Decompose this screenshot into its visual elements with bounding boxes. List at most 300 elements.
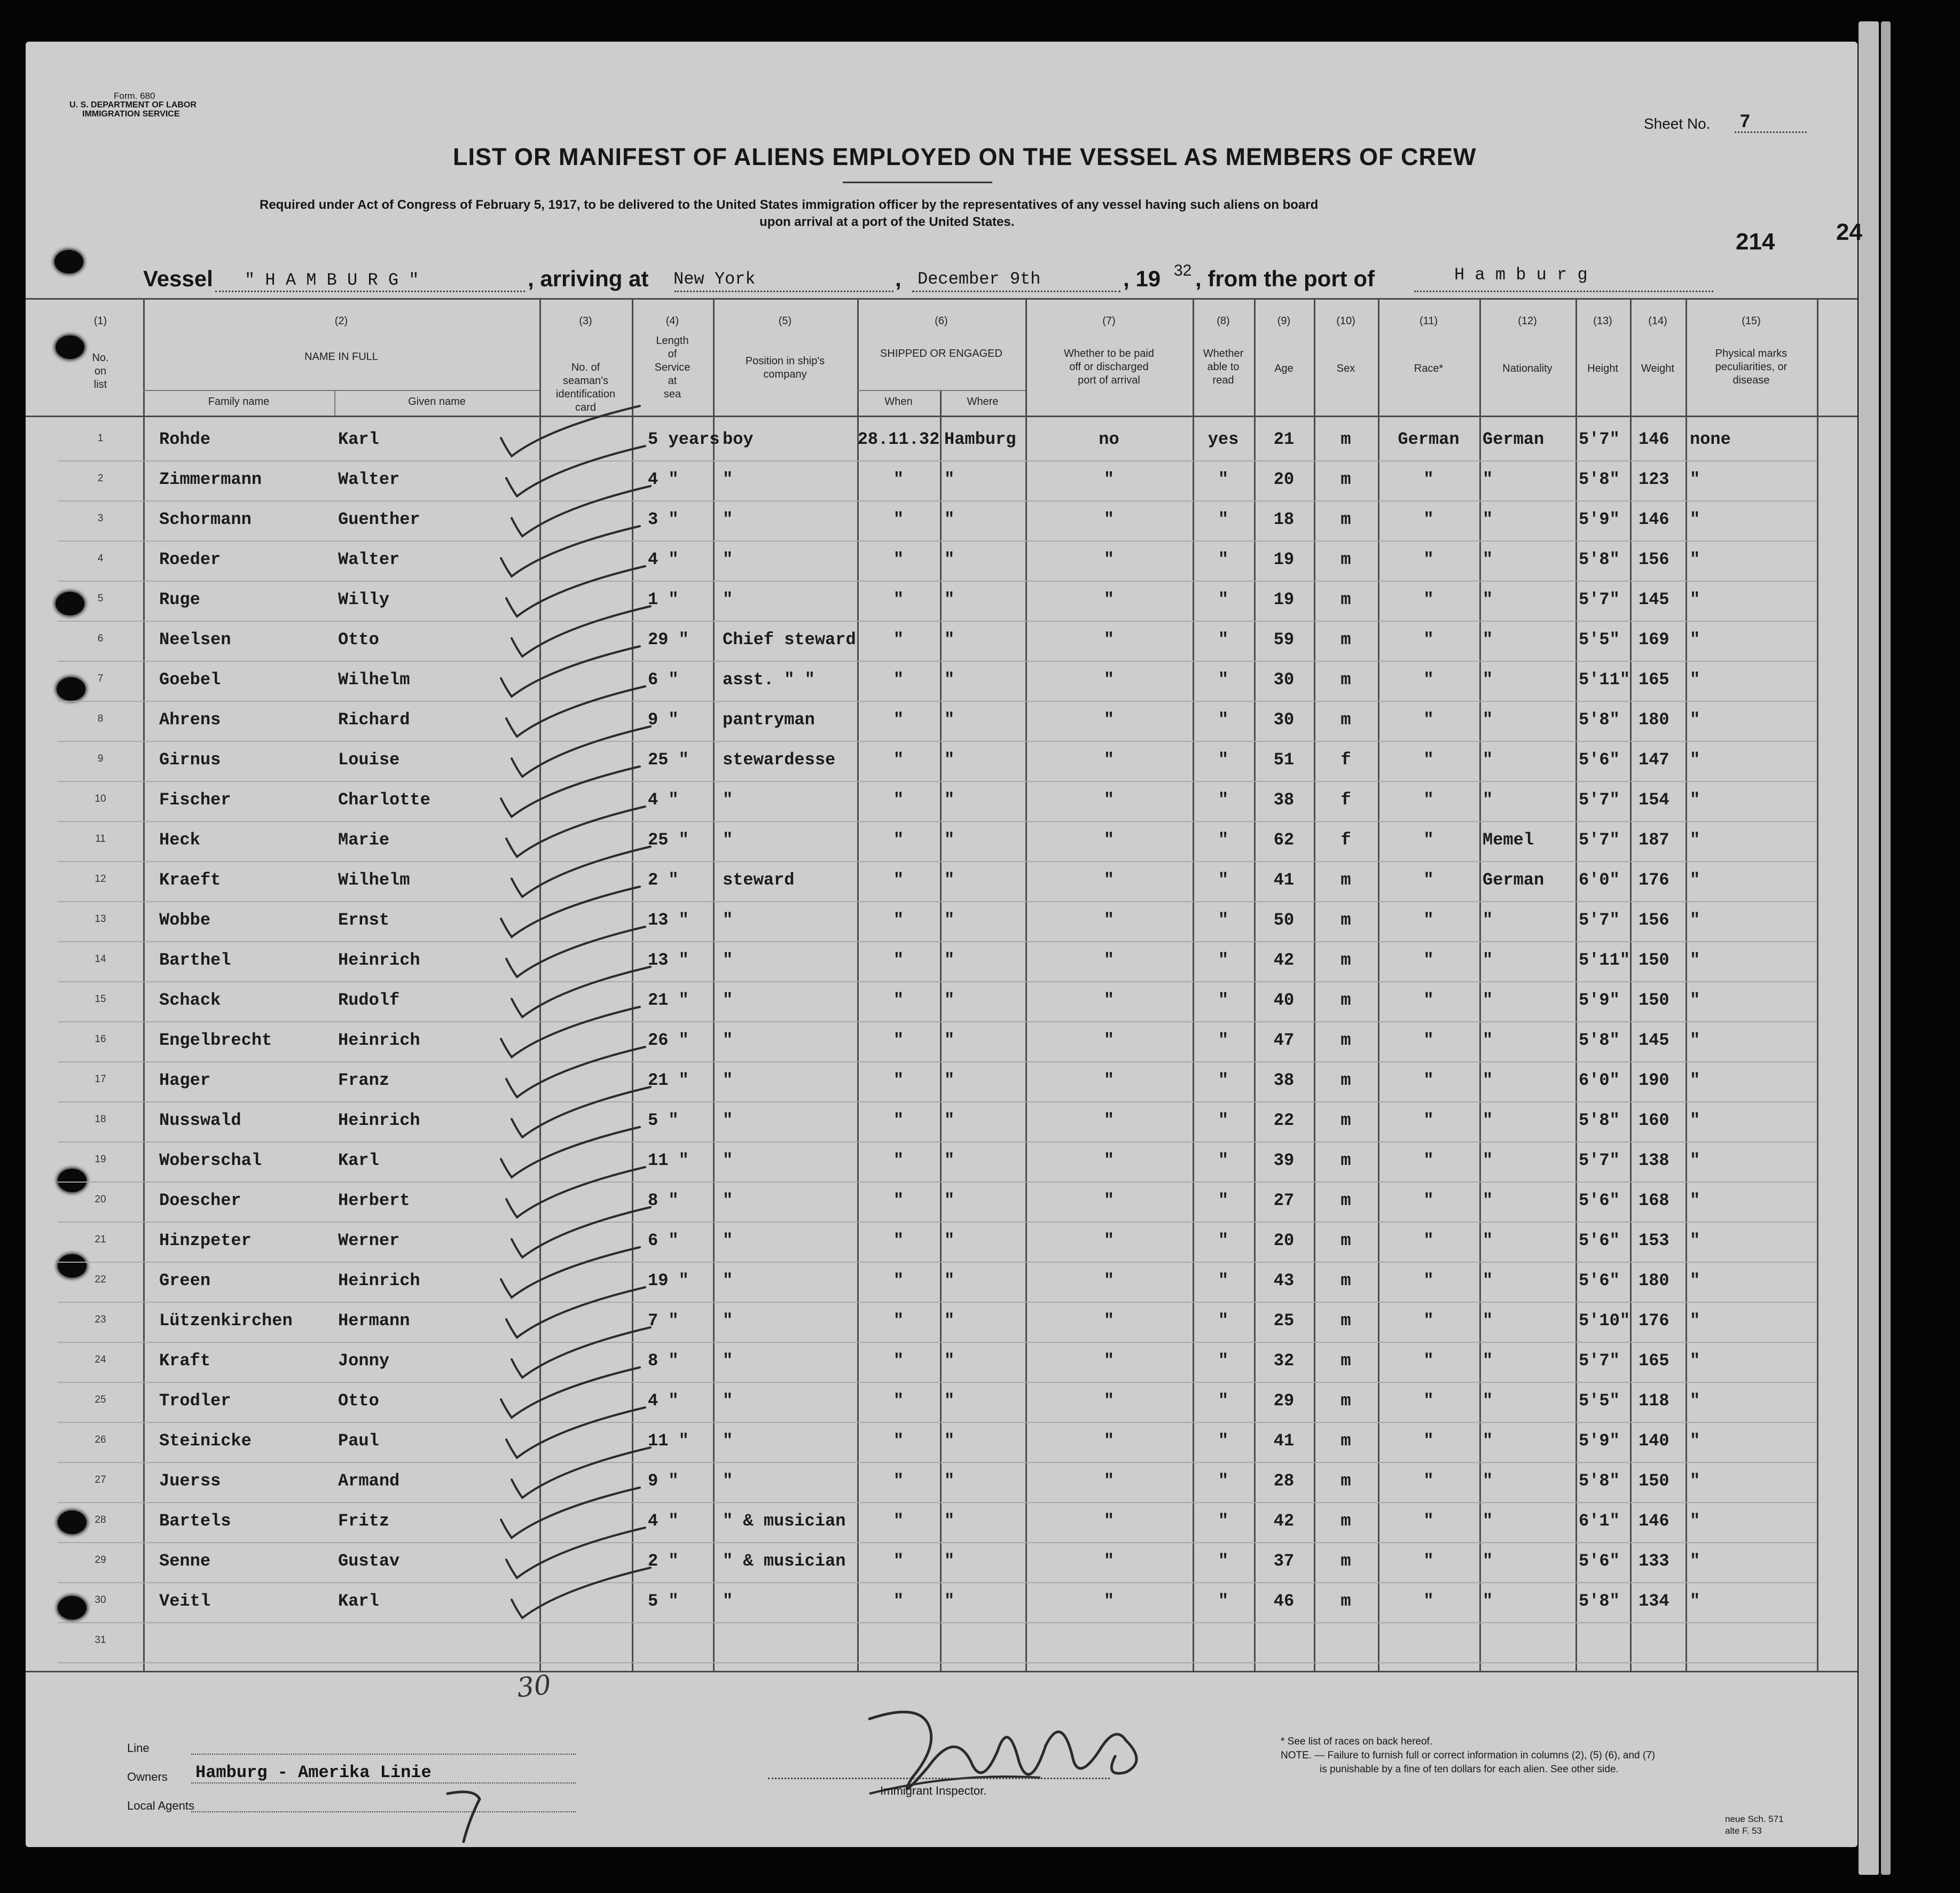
shipped-when-cell: "	[893, 910, 904, 930]
weight-cell: 154	[1638, 790, 1669, 810]
given-name-cell: Heinrich	[338, 1110, 420, 1130]
family-name-cell: Juerss	[159, 1471, 221, 1491]
shipped-when-cell: "	[893, 510, 904, 529]
checkmark-stroke	[506, 927, 645, 977]
weight-cell: 176	[1638, 1311, 1669, 1331]
given-name-cell: Heinrich	[338, 1030, 420, 1050]
given-name-cell: Wilhelm	[338, 870, 410, 890]
checkmark-stroke	[506, 1287, 645, 1337]
given-name-cell: Louise	[338, 750, 400, 770]
row-number: 27	[95, 1474, 106, 1485]
position-cell: "	[723, 950, 733, 970]
position-cell: "	[723, 1431, 733, 1451]
shipped-where-cell: "	[944, 1551, 955, 1571]
race-cell: "	[1423, 470, 1434, 489]
col-head-shipped: SHIPPED OR ENGAGED	[880, 348, 1002, 359]
sheet-label: Sheet No.	[1644, 115, 1711, 132]
position-cell: "	[723, 1311, 733, 1331]
able-to-read-cell: "	[1218, 1231, 1229, 1250]
service-length-cell: 8 "	[648, 1191, 679, 1210]
race-cell: "	[1423, 510, 1434, 529]
given-name-cell: Karl	[338, 429, 379, 449]
nationality-cell: "	[1483, 1431, 1493, 1451]
race-cell: "	[1423, 630, 1434, 650]
service-length-cell: 2 "	[648, 870, 679, 890]
paid-off-cell: "	[1103, 1311, 1115, 1331]
row-number: 5	[97, 593, 104, 604]
age-cell: 25	[1273, 1311, 1295, 1331]
able-to-read-cell: "	[1218, 1551, 1229, 1571]
physical-marks-cell: "	[1690, 1271, 1700, 1290]
height-cell: 5'7"	[1579, 429, 1620, 449]
height-cell: 5'7"	[1579, 1351, 1620, 1371]
nationality-cell: "	[1483, 1311, 1493, 1331]
height-cell: 5'5"	[1579, 1391, 1620, 1411]
physical-marks-cell: "	[1690, 1431, 1700, 1451]
shipped-when-cell: "	[893, 1110, 904, 1130]
owners-field	[191, 1782, 576, 1784]
col-head-position: Position in ship's company	[745, 355, 825, 380]
given-name-cell: Hermann	[338, 1311, 410, 1331]
col-num-5: (5)	[778, 315, 792, 327]
physical-marks-cell: "	[1690, 1311, 1700, 1331]
family-name-cell: Hinzpeter	[159, 1231, 252, 1250]
shipped-when-cell: "	[893, 870, 904, 890]
sex-cell: f	[1340, 790, 1351, 810]
page-title: LIST OR MANIFEST OF ALIENS EMPLOYED ON THE VESSEL AS MEMBERS OF CREW	[453, 143, 1477, 170]
row-number: 1	[97, 433, 104, 444]
given-name-cell: Jonny	[338, 1351, 390, 1371]
race-cell: "	[1423, 1351, 1434, 1371]
subtitle-line-2: upon arrival at a port of the United States.	[759, 215, 1015, 229]
age-cell: 28	[1273, 1471, 1295, 1491]
physical-marks-cell: "	[1690, 790, 1700, 810]
shipped-when-cell: "	[893, 470, 904, 489]
family-name-cell: Zimmermann	[159, 470, 262, 489]
height-cell: 6'1"	[1579, 1511, 1620, 1531]
paid-off-cell: "	[1103, 590, 1115, 609]
physical-marks-cell: "	[1690, 950, 1700, 970]
service-length-cell: 4 "	[648, 1391, 679, 1411]
given-name-cell: Charlotte	[338, 790, 430, 810]
given-name-cell: Richard	[338, 710, 410, 730]
weight-cell: 168	[1638, 1191, 1669, 1210]
family-name-cell: Heck	[159, 830, 200, 850]
age-cell: 30	[1273, 670, 1295, 690]
family-name-cell: Trodler	[159, 1391, 231, 1411]
weight-cell: 169	[1638, 630, 1669, 650]
col-head-age: Age	[1274, 363, 1293, 374]
age-cell: 19	[1273, 550, 1295, 569]
service-length-cell: 21 "	[648, 1070, 689, 1090]
weight-cell: 123	[1638, 470, 1669, 489]
shipped-when-cell: "	[893, 1271, 904, 1290]
service-length-cell: 4 "	[648, 550, 679, 569]
age-cell: 30	[1273, 710, 1295, 730]
nationality-cell: "	[1483, 750, 1493, 770]
service-length-cell: 4 "	[648, 1511, 679, 1531]
family-name-cell: Doescher	[159, 1191, 241, 1210]
weight-cell: 134	[1638, 1591, 1669, 1611]
weight-cell: 146	[1638, 429, 1669, 449]
local-agents-field	[191, 1811, 576, 1812]
shipped-where-cell: "	[944, 750, 955, 770]
page-edge-strip-outer	[1881, 21, 1891, 1875]
service-length-cell: 7 "	[648, 1311, 679, 1331]
family-name-cell: Hager	[159, 1070, 211, 1090]
position-cell: "	[723, 1151, 733, 1170]
family-name-cell: Senne	[159, 1551, 211, 1571]
sex-cell: m	[1340, 1191, 1351, 1210]
position-cell: "	[723, 1231, 733, 1250]
race-cell: "	[1423, 1070, 1434, 1090]
race-cell: German	[1398, 429, 1460, 449]
nationality-cell: "	[1483, 1551, 1493, 1571]
paid-off-cell: "	[1103, 710, 1115, 730]
family-name-cell: Rohde	[159, 429, 211, 449]
age-cell: 20	[1273, 470, 1295, 489]
row-number: 28	[95, 1514, 106, 1526]
service-length-cell: 3 "	[648, 510, 679, 529]
physical-marks-cell: "	[1690, 590, 1700, 609]
stamp-number: 214	[1736, 229, 1775, 255]
form-department: U. S. DEPARTMENT OF LABOR	[69, 100, 197, 109]
weight-cell: 146	[1638, 1511, 1669, 1531]
height-cell: 6'0"	[1579, 870, 1620, 890]
able-to-read-cell: yes	[1208, 429, 1239, 449]
given-name-cell: Herbert	[338, 1191, 410, 1210]
sex-cell: m	[1340, 1471, 1351, 1491]
given-name-cell: Otto	[338, 630, 379, 650]
checkmark-stroke	[506, 1528, 645, 1578]
family-name-cell: Woberschal	[159, 1151, 262, 1170]
height-cell: 5'8"	[1579, 710, 1620, 730]
paid-off-cell: "	[1103, 790, 1115, 810]
able-to-read-cell: "	[1218, 1311, 1229, 1331]
shipped-where-cell: "	[944, 1191, 955, 1210]
nationality-cell: "	[1483, 990, 1493, 1010]
arrival-port: New York	[673, 269, 756, 289]
paid-off-cell: "	[1103, 1591, 1115, 1611]
given-name-cell: Otto	[338, 1391, 379, 1411]
inspector-label: Immigrant Inspector.	[880, 1784, 987, 1797]
nationality-cell: "	[1483, 1030, 1493, 1050]
row-number: 25	[95, 1394, 106, 1405]
given-name-cell: Willy	[338, 590, 390, 609]
given-name-cell: Wilhelm	[338, 670, 410, 690]
physical-marks-cell: "	[1690, 910, 1700, 930]
nationality-cell: "	[1483, 470, 1493, 489]
family-name-cell: Schack	[159, 990, 221, 1010]
race-cell: "	[1423, 1311, 1434, 1331]
shipped-where-cell: "	[944, 950, 955, 970]
col-head-nationality: Nationality	[1502, 363, 1553, 374]
corner-ref-2: alte F. 53	[1725, 1826, 1762, 1836]
weight-cell: 140	[1638, 1431, 1669, 1451]
nationality-cell: "	[1483, 1231, 1493, 1250]
race-cell: "	[1423, 830, 1434, 850]
nationality-cell: "	[1483, 710, 1493, 730]
physical-marks-cell: "	[1690, 510, 1700, 529]
weight-cell: 156	[1638, 550, 1669, 569]
given-name-cell: Heinrich	[338, 950, 420, 970]
checkmark-stroke	[506, 1047, 645, 1097]
able-to-read-cell: "	[1218, 990, 1229, 1010]
able-to-read-cell: "	[1218, 1351, 1229, 1371]
age-cell: 29	[1273, 1391, 1295, 1411]
family-name-cell: Veitl	[159, 1591, 211, 1611]
position-cell: "	[723, 1191, 733, 1210]
nationality-cell: German	[1483, 870, 1545, 890]
nationality-cell: "	[1483, 1191, 1493, 1210]
given-name-cell: Guenther	[338, 510, 420, 529]
height-cell: 5'8"	[1579, 1471, 1620, 1491]
paid-off-cell: "	[1103, 1391, 1115, 1411]
nationality-cell: "	[1483, 1591, 1493, 1611]
shipped-when-cell: "	[893, 1551, 904, 1571]
age-cell: 50	[1273, 910, 1295, 930]
weight-cell: 118	[1638, 1391, 1669, 1411]
able-to-read-cell: "	[1218, 750, 1229, 770]
service-length-cell: 5 years	[648, 429, 720, 449]
family-name-cell: Engelbrecht	[159, 1030, 272, 1050]
row-number: 8	[97, 713, 104, 724]
nationality-cell: "	[1483, 950, 1493, 970]
col-num-4: (4)	[665, 315, 679, 327]
race-cell: "	[1423, 1191, 1434, 1210]
form-service: IMMIGRATION SERVICE	[82, 109, 180, 119]
position-cell: steward	[723, 870, 795, 890]
service-length-cell: 19 "	[648, 1271, 689, 1290]
age-cell: 22	[1273, 1110, 1295, 1130]
inspector-checkmarks	[26, 42, 1857, 1847]
shipped-where-cell: "	[944, 1351, 955, 1371]
col-head-family-name: Family name	[208, 396, 270, 408]
sex-cell: m	[1340, 1231, 1351, 1250]
col-num-7: (7)	[1102, 315, 1116, 327]
given-name-cell: Karl	[338, 1151, 379, 1170]
shipped-where-cell: "	[944, 1030, 955, 1050]
owners-value: Hamburg - Amerika Linie	[195, 1763, 432, 1782]
owners-label: Owners	[127, 1770, 168, 1784]
family-name-cell: Girnus	[159, 750, 221, 770]
age-cell: 40	[1273, 990, 1295, 1010]
sex-cell: m	[1340, 870, 1351, 890]
col-num-13: (13)	[1593, 315, 1612, 327]
able-to-read-cell: "	[1218, 1271, 1229, 1290]
able-to-read-cell: "	[1218, 1110, 1229, 1130]
col-head-physical-marks: Physical marks peculiarities, or disease	[1715, 348, 1787, 386]
paid-off-cell: "	[1103, 1511, 1115, 1531]
row-number: 29	[95, 1554, 106, 1566]
height-cell: 5'11"	[1579, 670, 1630, 690]
race-cell: "	[1423, 870, 1434, 890]
weight-cell: 180	[1638, 1271, 1669, 1290]
paid-off-cell: "	[1103, 990, 1115, 1010]
nationality-cell: "	[1483, 1271, 1493, 1290]
shipped-where-cell: "	[944, 1511, 955, 1531]
paid-off-cell: "	[1103, 1351, 1115, 1371]
nationality-cell: "	[1483, 1511, 1493, 1531]
nationality-cell: Memel	[1483, 830, 1534, 850]
shipped-where-cell: "	[944, 1591, 955, 1611]
from-port-label: , from the port of	[1195, 266, 1375, 291]
shipped-when-cell: "	[893, 1311, 904, 1331]
height-cell: 5'7"	[1579, 1151, 1620, 1170]
position-cell: "	[723, 1110, 733, 1130]
paid-off-cell: "	[1103, 830, 1115, 850]
family-name-cell: Steinicke	[159, 1431, 252, 1451]
shipped-where-cell: "	[944, 870, 955, 890]
row-number: 11	[95, 833, 106, 844]
col-head-weight: Weight	[1641, 363, 1674, 374]
age-cell: 18	[1273, 510, 1295, 529]
col-num-12: (12)	[1518, 315, 1537, 327]
weight-cell: 176	[1638, 870, 1669, 890]
service-length-cell: 4 "	[648, 470, 679, 489]
col-num-15: (15)	[1742, 315, 1761, 327]
shipped-when-cell: "	[893, 670, 904, 690]
paid-off-cell: "	[1103, 1110, 1115, 1130]
nationality-cell: "	[1483, 1391, 1493, 1411]
shipped-when-cell: "	[893, 590, 904, 609]
nationality-cell: "	[1483, 790, 1493, 810]
position-cell: "	[723, 510, 733, 529]
family-name-cell: Fischer	[159, 790, 231, 810]
able-to-read-cell: "	[1218, 830, 1229, 850]
nationality-cell: German	[1483, 429, 1545, 449]
manifest-sheet	[26, 42, 1862, 1847]
paid-off-cell: "	[1103, 550, 1115, 569]
family-name-cell: Ruge	[159, 590, 200, 609]
local-agents-label: Local Agents	[127, 1799, 194, 1812]
shipped-where-cell: "	[944, 1231, 955, 1250]
height-cell: 5'7"	[1579, 790, 1620, 810]
sex-cell: m	[1340, 1271, 1351, 1290]
shipped-when-cell: "	[893, 1591, 904, 1611]
col-head-able-read: Whether able to read	[1203, 348, 1244, 386]
shipped-where-cell: "	[944, 1391, 955, 1411]
shipped-where-cell: "	[944, 630, 955, 650]
weight-cell: 146	[1638, 510, 1669, 529]
penalty-note-2: is punishable by a fine of ten dollars for each alien. See other side.	[1320, 1764, 1619, 1775]
race-cell: "	[1423, 790, 1434, 810]
position-cell: "	[723, 790, 733, 810]
weight-cell: 150	[1638, 1471, 1669, 1491]
position-cell: "	[723, 990, 733, 1010]
shipped-when-cell: "	[893, 790, 904, 810]
race-cell: "	[1423, 750, 1434, 770]
row-number: 19	[95, 1154, 106, 1165]
height-cell: 5'11"	[1579, 950, 1630, 970]
weight-cell: 145	[1638, 590, 1669, 609]
shipped-when-cell: "	[893, 830, 904, 850]
family-name-cell: Kraft	[159, 1351, 211, 1371]
sheet-number: 7	[1740, 111, 1750, 131]
nationality-cell: "	[1483, 550, 1493, 569]
height-cell: 5'7"	[1579, 910, 1620, 930]
inspector-signature-line	[768, 1778, 1110, 1779]
checkmark-stroke	[506, 686, 645, 737]
shipped-when-cell: "	[893, 1231, 904, 1250]
weight-cell: 150	[1638, 990, 1669, 1010]
age-cell: 38	[1273, 790, 1295, 810]
shipped-when-cell: "	[893, 1511, 904, 1531]
race-cell: "	[1423, 1110, 1434, 1130]
comma: ,	[895, 266, 901, 291]
vessel-label: Vessel	[143, 266, 213, 291]
sex-cell: m	[1340, 470, 1351, 489]
able-to-read-cell: "	[1218, 1431, 1229, 1451]
family-name-cell: Nusswald	[159, 1110, 241, 1130]
sex-cell: m	[1340, 1351, 1351, 1371]
service-length-cell: 6 "	[648, 1231, 679, 1250]
height-cell: 5'7"	[1579, 830, 1620, 850]
page-edge-strip	[1859, 21, 1879, 1875]
shipped-where-cell: "	[944, 550, 955, 569]
sex-cell: f	[1340, 830, 1351, 850]
corner-ref-1: neue Sch. 571	[1725, 1814, 1784, 1824]
given-name-cell: Rudolf	[338, 990, 400, 1010]
race-cell: "	[1423, 1511, 1434, 1531]
able-to-read-cell: "	[1218, 630, 1229, 650]
nationality-cell: "	[1483, 1151, 1493, 1170]
shipped-when-cell: "	[893, 1391, 904, 1411]
race-cell: "	[1423, 1391, 1434, 1411]
family-name-cell: Barthel	[159, 950, 231, 970]
paid-off-cell: "	[1103, 950, 1115, 970]
given-name-cell: Walter	[338, 470, 400, 489]
row-number: 17	[95, 1074, 106, 1085]
shipped-when-cell: "	[893, 950, 904, 970]
shipped-when-cell: "	[893, 990, 904, 1010]
shipped-where-cell: "	[944, 1431, 955, 1451]
weight-cell: 133	[1638, 1551, 1669, 1571]
sex-cell: m	[1340, 670, 1351, 690]
position-cell: boy	[723, 429, 754, 449]
paid-off-cell: "	[1103, 1191, 1115, 1210]
able-to-read-cell: "	[1218, 1191, 1229, 1210]
shipped-where-cell: "	[944, 1311, 955, 1331]
row-number: 18	[95, 1114, 106, 1125]
sex-cell: m	[1340, 1431, 1351, 1451]
able-to-read-cell: "	[1218, 790, 1229, 810]
shipped-when-cell: "	[893, 630, 904, 650]
row-number: 24	[95, 1354, 106, 1365]
physical-marks-cell: "	[1690, 1551, 1700, 1571]
shipped-where-cell: Hamburg	[944, 429, 1016, 449]
col-num-3: (3)	[579, 315, 592, 327]
able-to-read-cell: "	[1218, 1151, 1229, 1170]
race-cell: "	[1423, 670, 1434, 690]
race-cell: "	[1423, 1030, 1434, 1050]
height-cell: 6'0"	[1579, 1070, 1620, 1090]
given-name-cell: Walter	[338, 550, 400, 569]
family-name-cell: Lützenkirchen	[159, 1311, 293, 1331]
race-cell: "	[1423, 1271, 1434, 1290]
sex-cell: m	[1340, 1070, 1351, 1090]
able-to-read-cell: "	[1218, 950, 1229, 970]
shipped-when-cell: 28.11.32	[857, 429, 940, 449]
age-cell: 51	[1273, 750, 1295, 770]
age-cell: 21	[1273, 429, 1295, 449]
sex-cell: m	[1340, 1511, 1351, 1531]
physical-marks-cell: "	[1690, 1471, 1700, 1491]
given-name-cell: Heinrich	[338, 1271, 420, 1290]
shipped-where-cell: "	[944, 670, 955, 690]
physical-marks-cell: "	[1690, 1151, 1700, 1170]
checkmark-stroke	[506, 807, 645, 857]
